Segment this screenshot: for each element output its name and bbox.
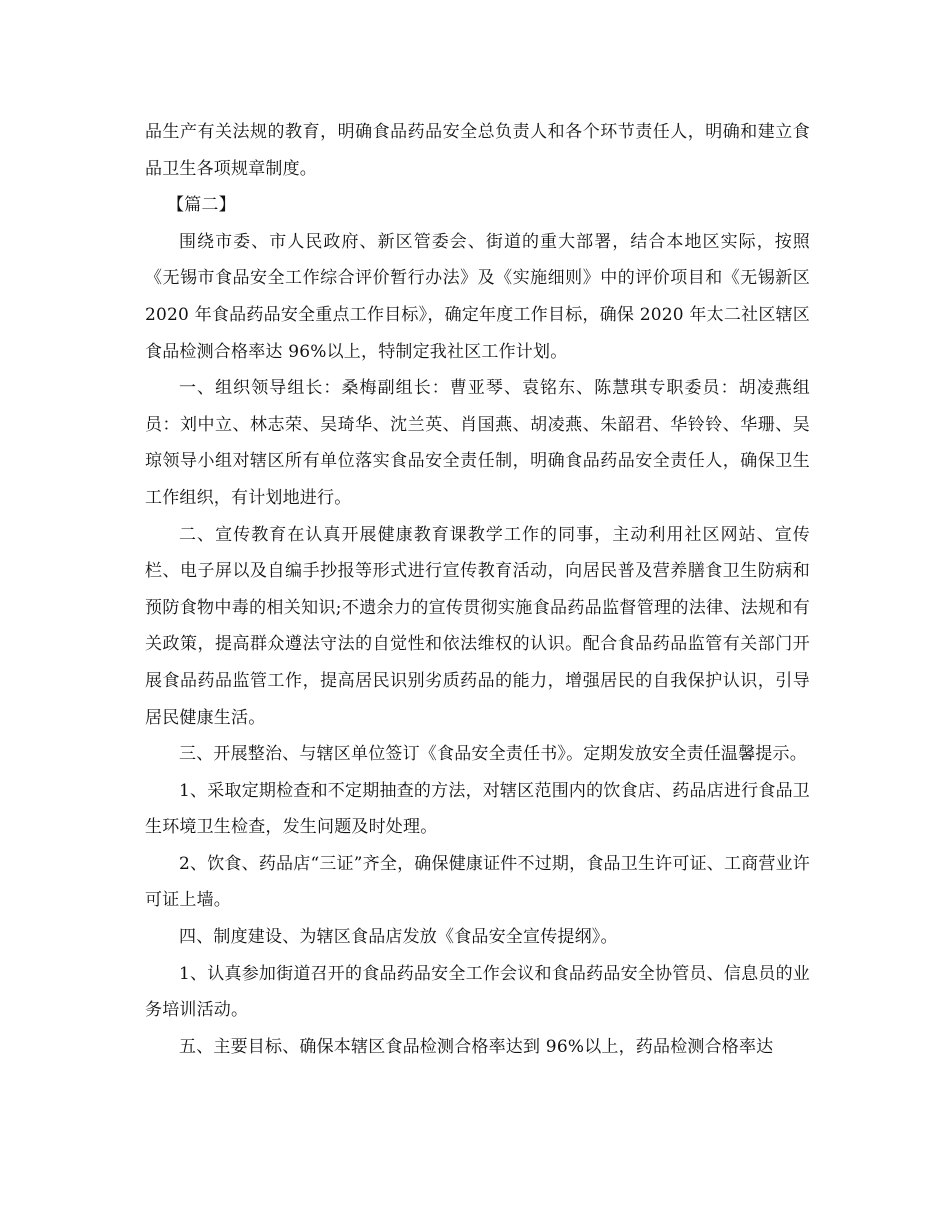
paragraph-item-training: 1、认真参加街道召开的食品药品安全工作会议和食品药品安全协管员、信息员的业务培训活动。 xyxy=(145,963,810,1021)
paragraph-intro: 围绕市委、市人民政府、新区管委会、街道的重大部署，结合本地区实际，按照《无锡市食品安全工作综合评价暂行办法》及《实施细则》中的评价项目和《无锡新区 2020 年食品药品安全重点工作目标》，确定年度工作目标，确保 2020 年太二社区辖区食品检测合格率达 96%以上，特制定我社区工作计划。 xyxy=(145,231,810,362)
paragraph-organization: 一、组织领导组长：桑梅副组长：曹亚琴、袁铭东、陈慧琪专职委员：胡凌燕组员：刘中立、林志荣、吴琦华、沈兰英、肖国燕、胡凌燕、朱韶君、华铃铃、华珊、吴琼领导小组对辖区所有单位落实食品安全责任制，明确食品药品安全责任人，确保卫生工作组织，有计划地进行。 xyxy=(145,378,810,508)
paragraph-item-certificates: 2、饮食、药品店“三证”齐全，确保健康证件不过期，食品卫生许可证、工商营业许可证上墙。 xyxy=(145,853,810,911)
paragraph-main-goal: 五、主要目标、确保本辖区食品检测合格率达到 96%以上，药品检测合格率达 xyxy=(179,1036,774,1057)
paragraph-continuation: 品生产有关法规的教育，明确食品药品安全总负责人和各个环节责任人，明确和建立食品卫生各项规章制度。 xyxy=(145,122,810,179)
paragraph-rectification: 三、开展整治、与辖区单位签订《食品安全责任书》。定期发放安全责任温馨提示。 xyxy=(179,744,807,765)
paragraph-system-building: 四、制度建设、为辖区食品店发放《食品安全宣传提纲》。 xyxy=(179,927,618,948)
paragraph-publicity: 二、宣传教育在认真开展健康教育课教学工作的同事，主动利用社区网站、宣传栏、电子屏以及自编手抄报等形式进行宣传教育活动，向居民普及营养膳食卫生防病和预防食物中毒的相关知识;不遗余力的宣传贯彻实施食品药品监督管理的法律、法规和有关政策，提高群众遵法守法的自觉性和依法维权的认识。配合食品药品监管有关部门开展食品药品监管工作，提高居民识别劣质药品的能力，增强居民的自我保护认识，引导居民健康生活。 xyxy=(145,524,810,728)
document-body xyxy=(145,114,810,1065)
section-heading: 【篇二】 xyxy=(167,195,236,216)
paragraph-item-inspection: 1、采取定期检查和不定期抽查的方法，对辖区范围内的饮食店、药品店进行食品卫生环境卫生检查，发生问题及时处理。 xyxy=(145,780,810,838)
